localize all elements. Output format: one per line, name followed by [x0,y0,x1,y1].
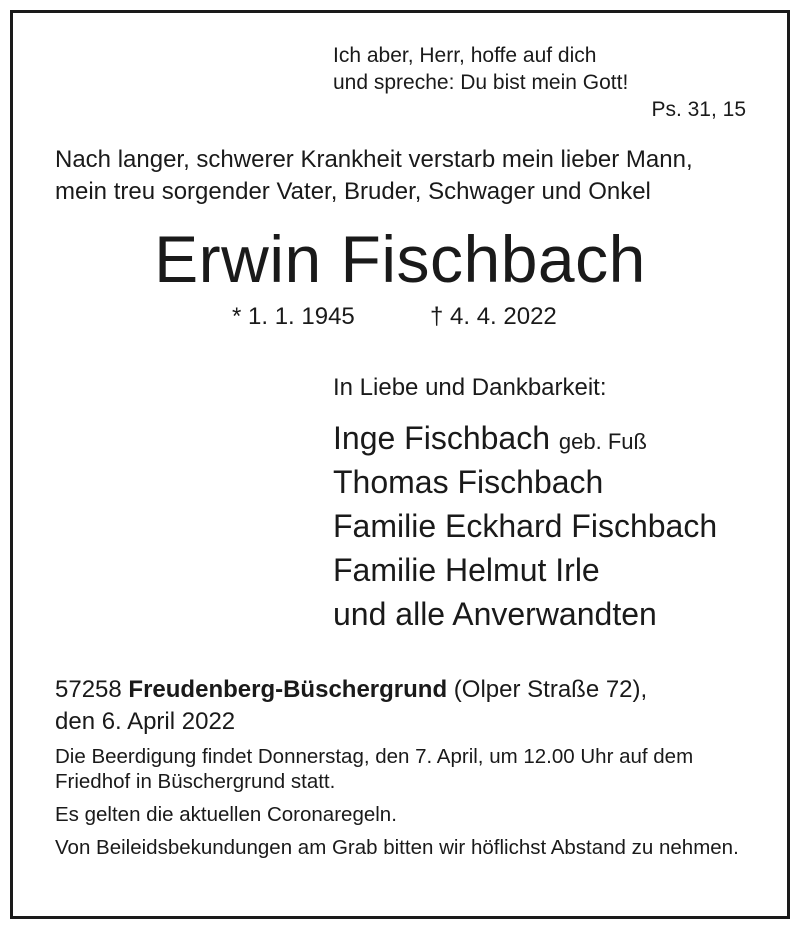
verse-reference: Ps. 31, 15 [651,98,746,121]
mourner-line-4: Familie Helmut Irle [333,552,600,588]
mourner-line-3: Familie Eckhard Fischbach [333,508,718,544]
postcode: 57258 [55,676,122,703]
mourner-line-5: und alle Anverwandten [333,596,657,632]
mourner-wife-maiden: geb. Fuß [558,429,647,454]
location-block [55,674,647,738]
verse-line-2: und spreche: Du bist mein Gott! [333,71,629,94]
birth-date: * 1. 1. 1945 [232,303,355,330]
verse-line-1: Ich aber, Herr, hoffe auf dich [333,44,597,67]
intro-line-2: mein treu sorgender Vater, Bruder, Schwager und Onkel [55,178,651,205]
funeral-notes [55,744,755,868]
mourner-wife [333,416,717,460]
border-shadow-bottom [10,916,790,919]
mourner-wife-name: Inge Fischbach [333,420,551,456]
mourner-line-2: Thomas Fischbach [333,464,604,500]
death-date: † 4. 4. 2022 [430,303,557,330]
bible-verse [333,42,628,96]
notice-date: den 6. April 2022 [55,708,236,735]
location-line-1 [55,674,647,706]
town: Freudenberg-Büschergrund [128,676,448,703]
funeral-info: Die Beerdigung findet Donnerstag, den 7. April, um 12.00 Uhr auf dem Friedhof in Büschergrund statt. [55,745,694,793]
mourners-list [333,416,717,636]
border-shadow-right [787,10,790,919]
intro-text [55,144,693,208]
intro-line-1: Nach langer, schwerer Krankheit verstarb mein lieber Mann, [55,146,693,173]
deceased-name: Erwin Fischbach [154,222,646,296]
condolence-info: Von Beileidsbekundungen am Grab bitten wir höflichst Abstand zu nehmen. [55,836,739,859]
mourners-heading: In Liebe und Dankbarkeit: [333,374,607,401]
corona-info: Es gelten die aktuellen Coronaregeln. [55,803,397,826]
street-address: (Olper Straße 72), [453,676,648,703]
